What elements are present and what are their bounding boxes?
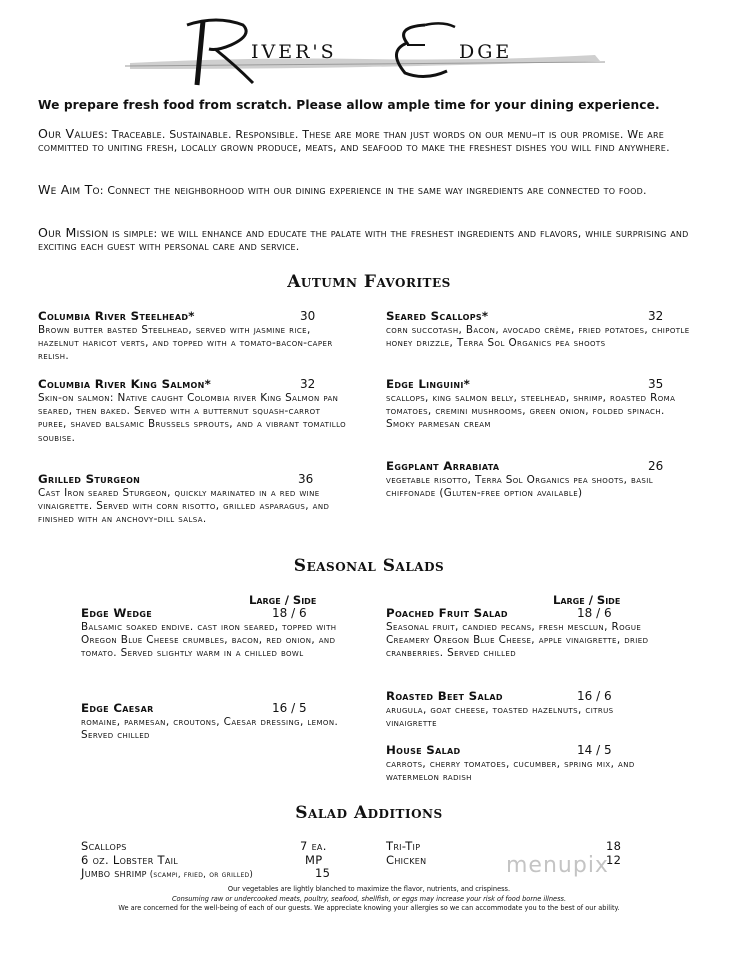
item-price: 16 / 6 <box>577 689 612 703</box>
restaurant-logo: IVER'S DGE <box>125 15 605 87</box>
autumn-title: Autumn Favorites <box>287 272 451 292</box>
salad-item <box>386 689 666 730</box>
item-name: Columbia River King Salmon* <box>38 377 212 391</box>
addition-name: Jumbo shrimp <box>81 866 147 880</box>
item-description: Brown butter basted Steelhead, served with jasmine rice, hazelnut haricot verts, and topped with a tomato-bacon-caper relish. <box>38 324 333 363</box>
item-description: vegetable risotto, Terra Sol Organics pea shoots, basil chiffonade (Gluten-free option available) <box>386 474 654 500</box>
addition-note: (scampi, fried, or grilled) <box>146 870 254 880</box>
salads-title: Seasonal Salads <box>293 556 445 576</box>
item-name: Edge Linguini* <box>386 377 471 391</box>
item-price: 36 <box>298 472 314 486</box>
note-allergies: We are concerned for the well-being of each of our guests. We appreciate knowing your allergies so we can accommodate you to the best of our ability. <box>118 904 620 913</box>
values-text: : Traceable. Sustainable. Responsible. These are more than just words on our menu–it is our promise. We are committed to uniting fresh, locally grown produce, meats, and seafood to make the freshest dishes you will find anywhere. <box>38 128 670 155</box>
item-description: scallops, king salmon belly, steelhead, shrimp, roasted Roma tomatoes, cremini mushrooms, green onion, folded spinach. Smoky parmesan cream <box>386 392 676 431</box>
intro-lead: We prepare fresh food from scratch. Please allow ample time for your dining experience. <box>38 98 660 112</box>
note-vegetables: Our vegetables are lightly blanched to maximize the flavor, nutrients, and crispiness. <box>227 885 511 893</box>
item-description: Skin-on salmon: Native caught Colombia river King Salmon pan seared, then baked. Served with a butternut squash-carrot puree, shaved balsamic Brussels sprouts, and a vibrant tomatillo soubise. <box>38 392 347 444</box>
aim-text: : Connect the neighborhood with our dining experience in the same way ingredients are connected to food. <box>99 184 647 197</box>
addition-name: Tri-Tip <box>386 839 421 853</box>
item-description: Cast Iron seared Sturgeon, quickly marinated in a red wine vinaigrette. Served with corn risotto, grilled asparagus, and finished with an anchovy-dill salsa. <box>38 487 330 526</box>
addition-name: Scallops <box>81 839 127 853</box>
addition-price: 15 <box>315 866 331 880</box>
item-name: Poached Fruit Salad <box>386 606 508 620</box>
mission-paragraph <box>38 226 698 254</box>
item-name: Edge Wedge <box>81 606 152 620</box>
item-price: 32 <box>300 377 316 391</box>
addition-price: 12 <box>606 853 622 867</box>
size-header-left: Large / Side <box>249 593 317 607</box>
aim-label: We Aim To <box>38 182 100 197</box>
item-description: Balsamic soaked endive. cast iron seared, topped with Oregon Blue Cheese crumbles, bacon, red onion, and tomato. Served slightly warm in a chilled bowl <box>81 621 337 660</box>
addition-price: 18 <box>606 839 622 853</box>
addition-name: Chicken <box>386 853 427 867</box>
item-description: romaine, parmesan, croutons, Caesar dressing, lemon. Served chilled <box>81 716 339 742</box>
item-name: Eggplant Arrabiata <box>386 459 500 473</box>
item-name: Grilled Sturgeon <box>38 472 141 486</box>
item-price: 32 <box>648 309 664 323</box>
addition-price: MP <box>305 853 323 867</box>
addition-item <box>81 866 253 880</box>
mission-label: Our Mission <box>38 225 109 240</box>
size-header-right: Large / Side <box>553 593 621 607</box>
additions-title: Salad Additions <box>295 803 443 823</box>
salad-item <box>81 701 351 742</box>
watermark: menupix <box>506 853 609 878</box>
item-description: arugula, goat cheese, toasted hazelnuts, citrus vinaigrette <box>386 704 614 730</box>
item-description: corn succotash, Bacon, avocado crème, fried potatoes, chipotle honey drizzle, Terra Sol Organics pea shoots <box>386 324 690 350</box>
salad-item <box>386 743 666 784</box>
footnotes <box>0 885 738 914</box>
item-price: 35 <box>648 377 664 391</box>
item-description: Seasonal fruit, candied pecans, fresh mesclun, Rogue Creamery Oregon Blue Cheese, apple vinaigrette, dried cranberries. Served chilled <box>386 621 649 660</box>
item-price: 16 / 5 <box>272 701 307 715</box>
item-name: Edge Caesar <box>81 701 154 715</box>
aim-paragraph <box>38 183 698 197</box>
salad-item <box>81 606 351 661</box>
item-name: Roasted Beet Salad <box>386 689 503 703</box>
menu-item <box>38 309 348 364</box>
values-paragraph <box>38 127 698 155</box>
item-price: 18 / 6 <box>577 606 612 620</box>
item-name: Columbia River Steelhead* <box>38 309 195 323</box>
menu-item <box>386 377 696 432</box>
logo-graphic <box>125 15 605 87</box>
item-price: 18 / 6 <box>272 606 307 620</box>
salad-item <box>386 606 666 661</box>
item-price: 26 <box>648 459 664 473</box>
addition-price: 7 ea. <box>300 839 327 853</box>
item-price: 30 <box>300 309 316 323</box>
values-label: Our Values <box>38 126 105 141</box>
menu-item <box>386 459 696 500</box>
menu-item <box>386 309 696 350</box>
item-price: 14 / 5 <box>577 743 612 757</box>
item-description: carrots, cherry tomatoes, cucumber, spring mix, and watermelon radish <box>386 758 635 784</box>
note-food-safety: Consuming raw or undercooked meats, poultry, seafood, shellfish, or eggs may increase your risk of food borne illness. <box>171 894 567 903</box>
mission-text: is simple: we will enhance and educate the palate with the freshest ingredients and flavors, while surprising and exciting each guest with personal care and service. <box>38 227 689 254</box>
menu-item <box>38 377 348 445</box>
item-name: Seared Scallops* <box>386 309 489 323</box>
menu-item <box>38 472 348 527</box>
addition-name: 6 oz. Lobster Tail <box>81 853 179 867</box>
item-name: House Salad <box>386 743 461 757</box>
